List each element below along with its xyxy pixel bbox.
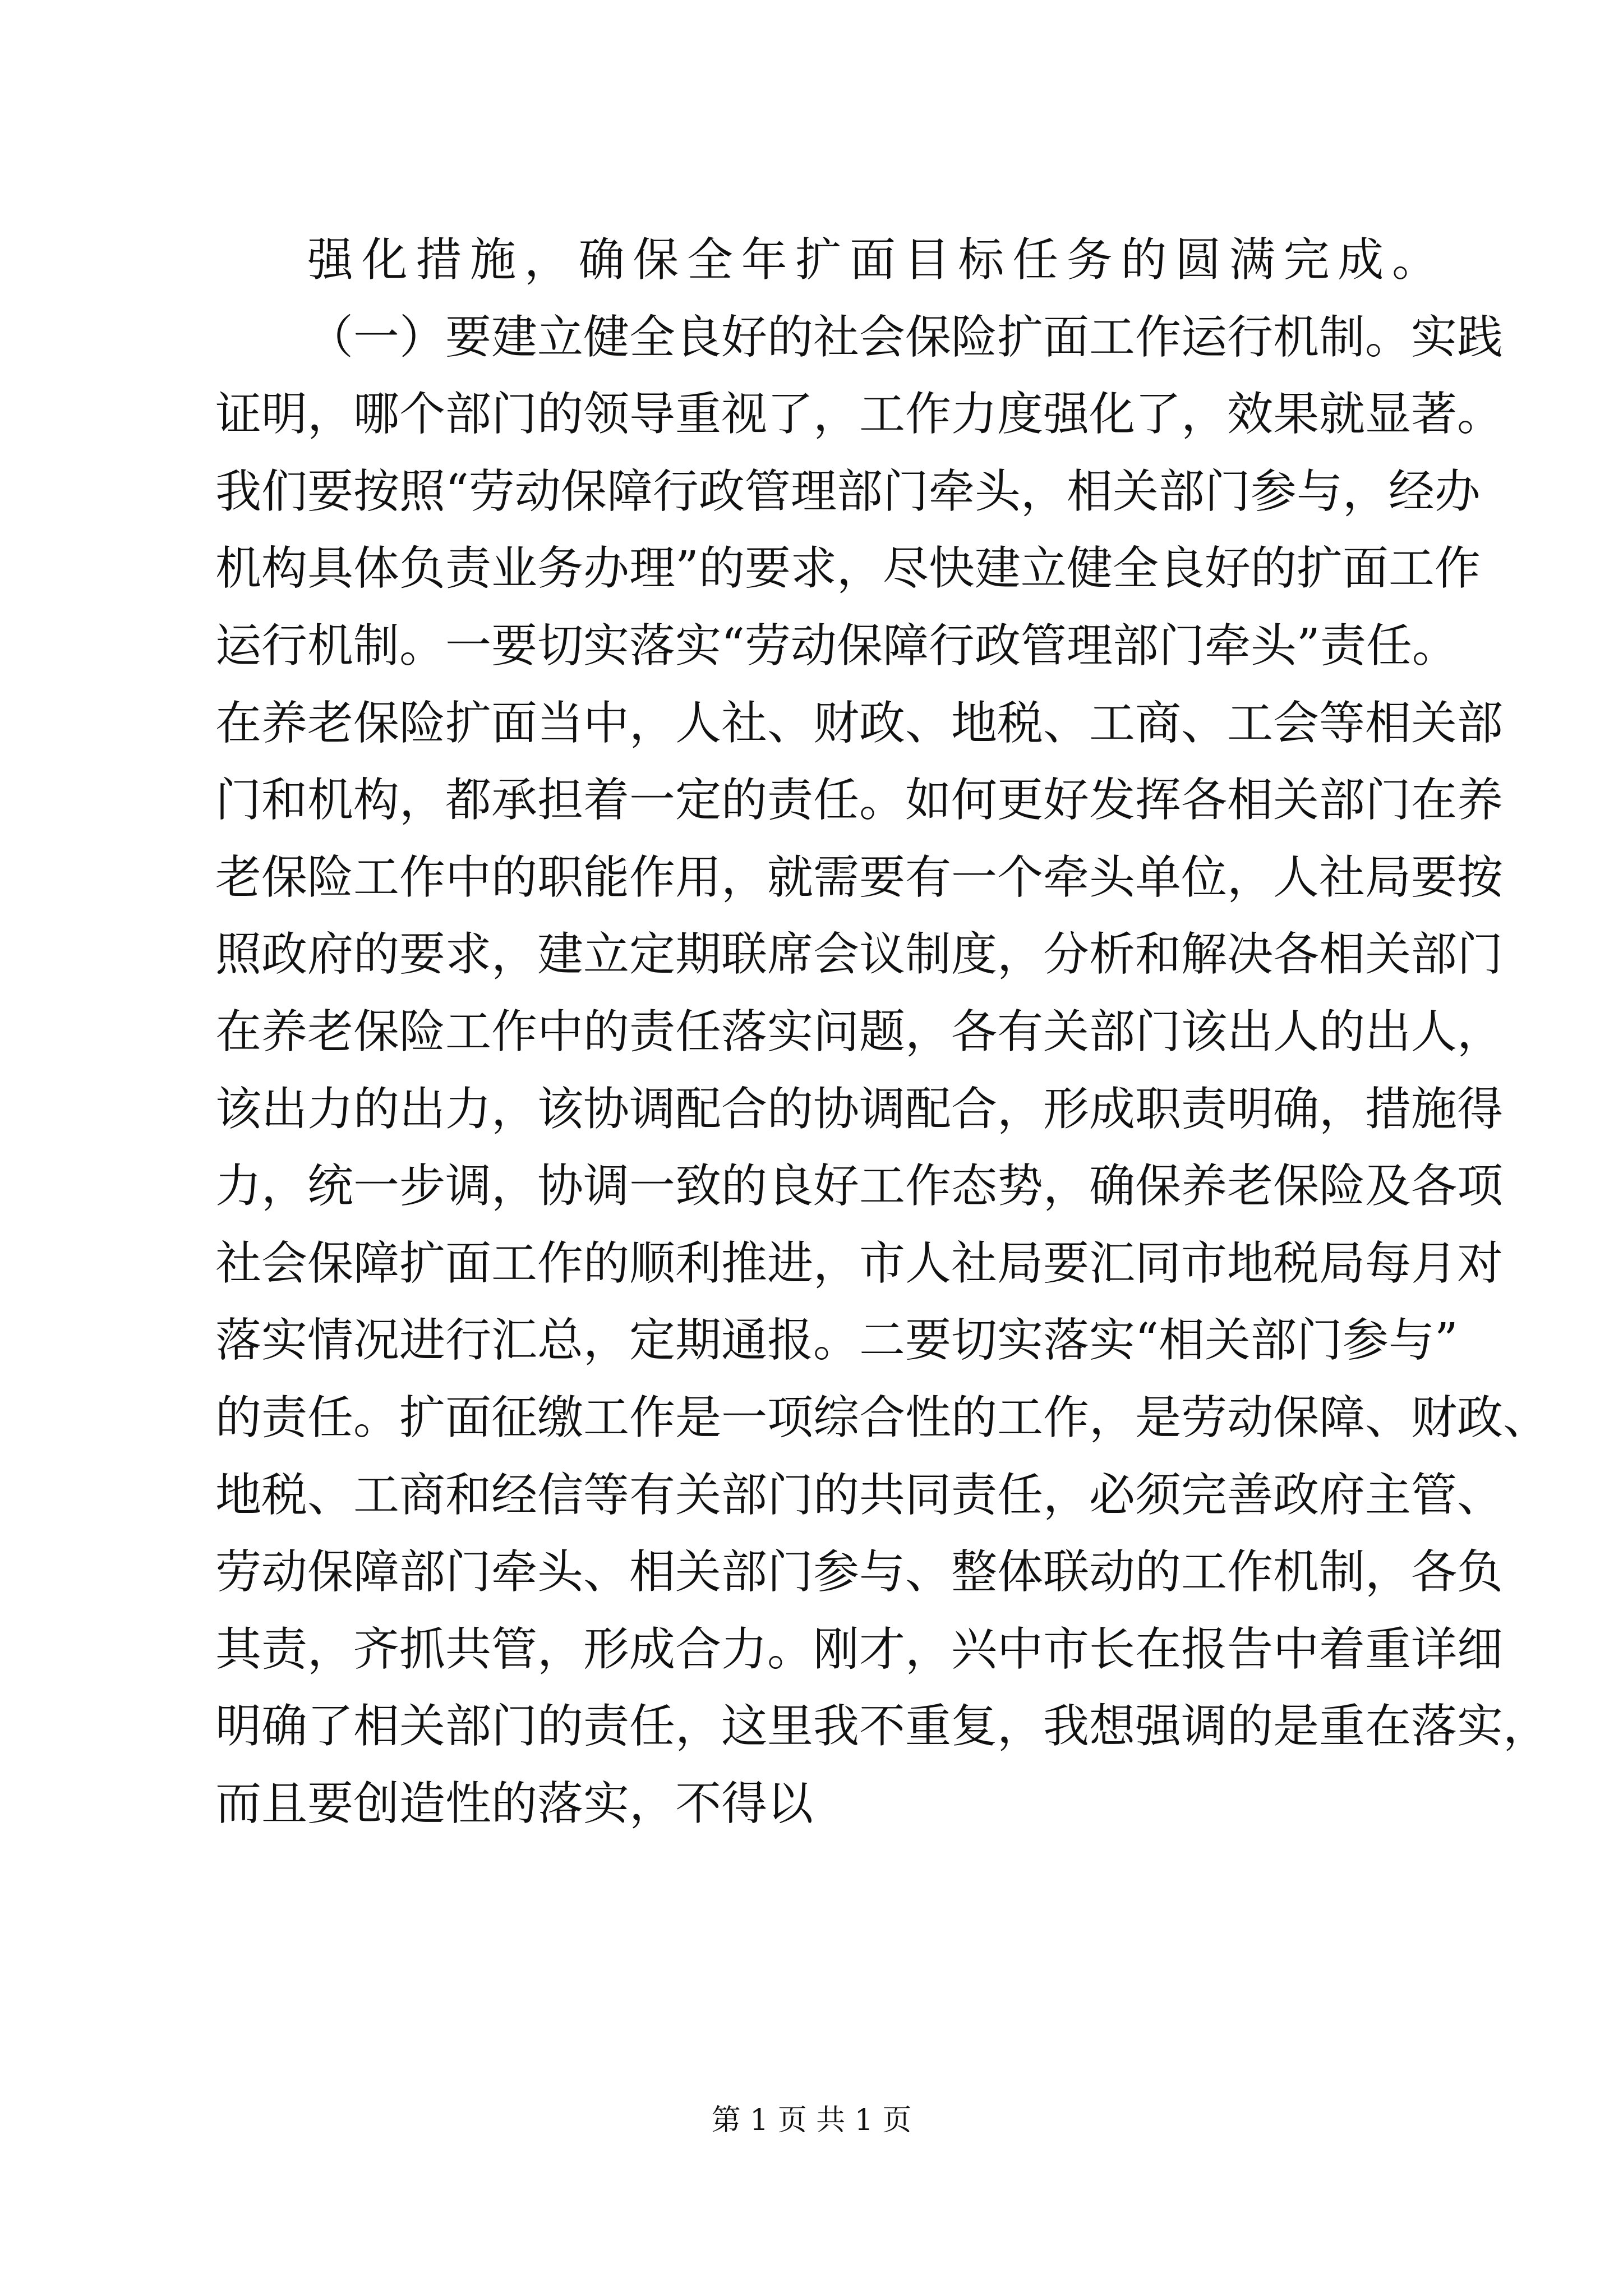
text-line: 社会保障扩面工作的顺利推进，市人社局要汇同市地税局每月对 (215, 1236, 1504, 1290)
text-line: 其责，齐抓共管，形成合力。刚才，兴中市长在报告中着重详细 (215, 1622, 1504, 1676)
text-line: 我们要按照“劳动保障行政管理部门牵头，相关部门参与，经办 (215, 464, 1481, 518)
text-line: 而且要创造性的落实，不得以 (215, 1777, 814, 1830)
text-line: 地税、工商和经信等有关部门的共同责任，必须完善政府主管、 (215, 1468, 1504, 1522)
text-line: 照政府的要求，建立定期联席会议制度，分析和解决各相关部门 (215, 928, 1504, 982)
body-text (215, 222, 1550, 1842)
text-line: 明确了相关部门的责任，这里我不重复，我想强调的是重在落实， (215, 1700, 1550, 1754)
text-line: 的责任。扩面征缴工作是一项综合性的工作，是劳动保障、财政、 (215, 1391, 1550, 1444)
text-line: 该出力的出力，该协调配合的协调配合，形成职责明确，措施得 (215, 1082, 1504, 1136)
text-line: 机构具体负责业务办理”的要求，尽快建立健全良好的扩面工作 (215, 542, 1481, 596)
page-footer (0, 2101, 1623, 2140)
text-line: 强化措施，确保全年扩面目标任务的圆满完成。 (307, 233, 1438, 287)
page-number-label: 第 1 页 共 1 页 (711, 2104, 912, 2137)
text-line: 落实情况进行汇总，定期通报。二要切实落实“相关部门参与” (215, 1314, 1458, 1368)
text-line: 力，统一步调，协调一致的良好工作态势，确保养老保险及各项 (215, 1159, 1504, 1213)
text-line: 门和机构，都承担着一定的责任。如何更好发挥各相关部门在养 (215, 774, 1504, 827)
text-line: 证明，哪个部门的领导重视了，工作力度强化了，效果就显著。 (215, 388, 1504, 441)
text-line: 在养老保险工作中的责任落实问题，各有关部门该出人的出人， (215, 1005, 1504, 1059)
text-line: 老保险工作中的职能作用，就需要有一个牵头单位，人社局要按 (215, 850, 1504, 904)
text-line: （一）要建立健全良好的社会保险扩面工作运行机制。实践 (307, 310, 1504, 364)
text-line: 运行机制。一要切实落实“劳动保障行政管理部门牵头”责任。 (215, 619, 1458, 673)
text-line: 在养老保险扩面当中，人社、财政、地税、工商、工会等相关部 (215, 696, 1504, 750)
text-line: 劳动保障部门牵头、相关部门参与、整体联动的工作机制，各负 (215, 1545, 1504, 1599)
